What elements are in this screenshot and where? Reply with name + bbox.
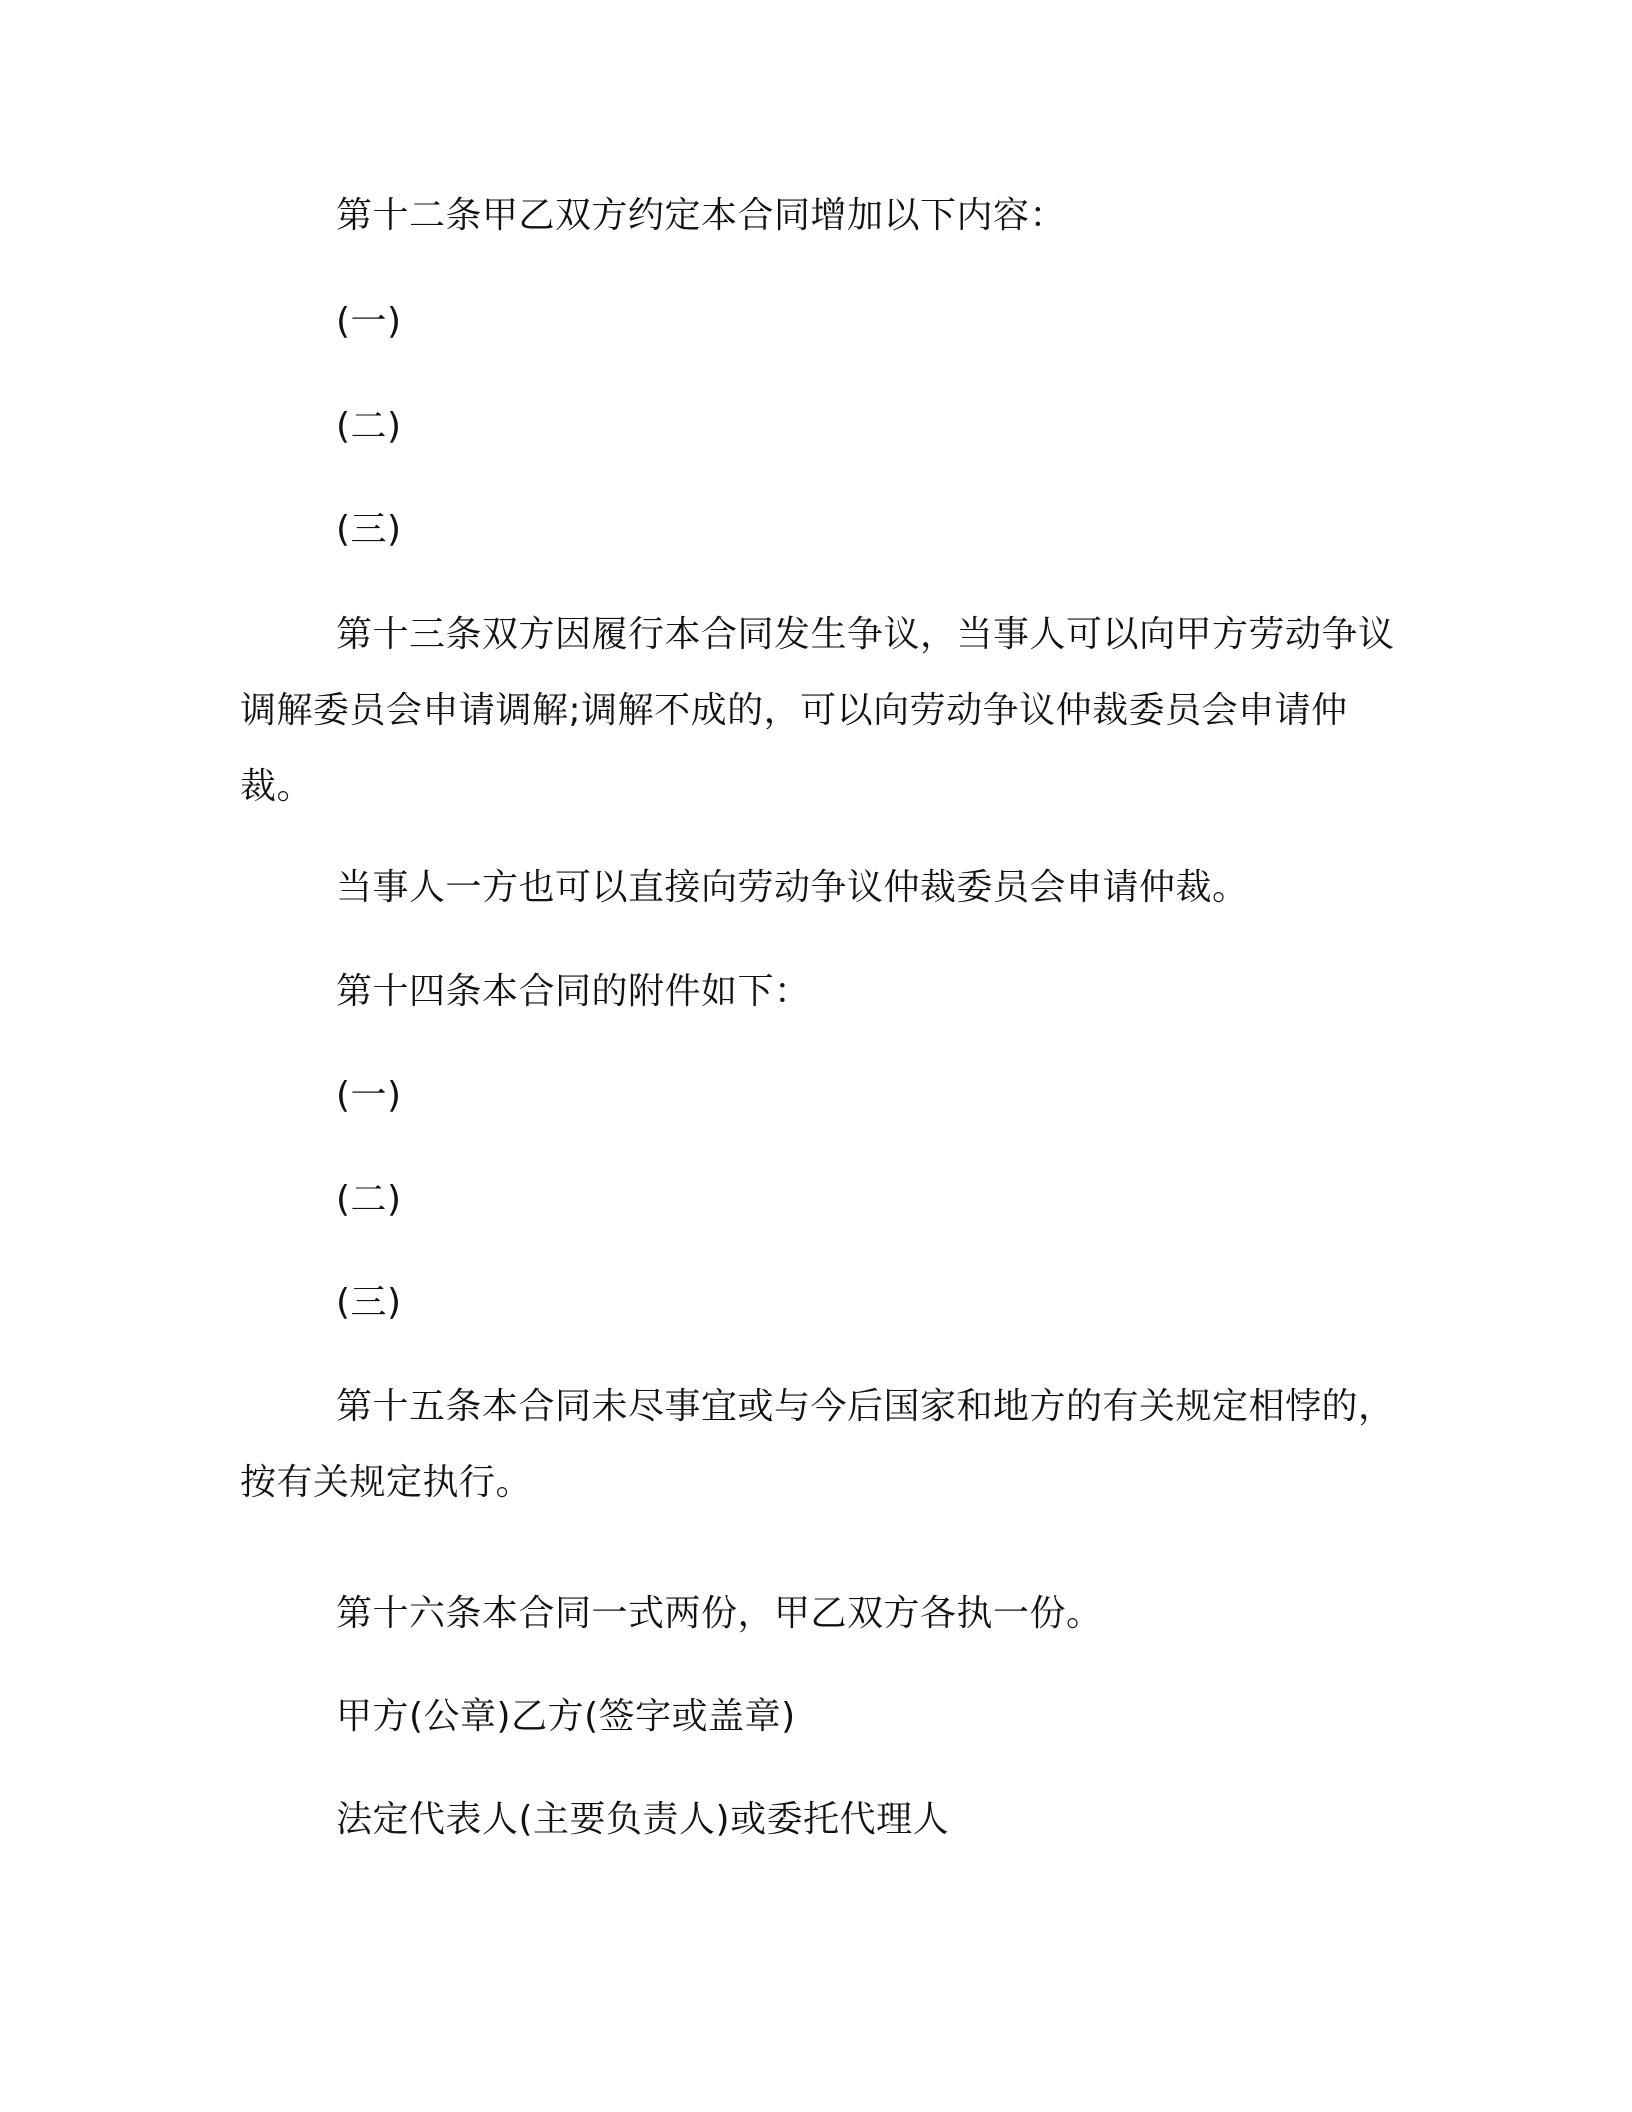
article-14-item-1: (一) — [336, 1075, 402, 1116]
article-14-item-2: (二) — [336, 1179, 402, 1220]
article-12-item-1: (一) — [336, 301, 402, 342]
direct-arbitration-paragraph: 当事人一方也可以直接向劳动争议仲裁委员会申请仲裁。 — [336, 867, 1249, 908]
article-15-paragraph: 第十五条本合同未尽事宜或与今后国家和地方的有关规定相悖的，按有关规定执行。 — [240, 1386, 1395, 1503]
article-13-paragraph: 第十三条双方因履行本合同发生争议，当事人可以向甲方劳动争议调解委员会申请调解;调解不成的，可以向劳动争议仲裁委员会申请仲裁。 — [240, 614, 1395, 807]
article-14-item-3: (三) — [336, 1282, 402, 1323]
article-12-item-2: (二) — [336, 406, 402, 447]
article-12-item-3: (三) — [336, 509, 402, 550]
article-14-paragraph: 第十四条本合同的附件如下： — [336, 971, 811, 1012]
party-seal-line: 甲方(公章)乙方(签字或盖章) — [336, 1696, 796, 1737]
representative-line: 法定代表人(主要负责人)或委托代理人 — [336, 1799, 950, 1840]
article-16-paragraph: 第十六条本合同一式两份，甲乙双方各执一份。 — [336, 1593, 1103, 1634]
article-12-paragraph: 第十二条甲乙双方约定本合同增加以下内容： — [336, 195, 1067, 236]
